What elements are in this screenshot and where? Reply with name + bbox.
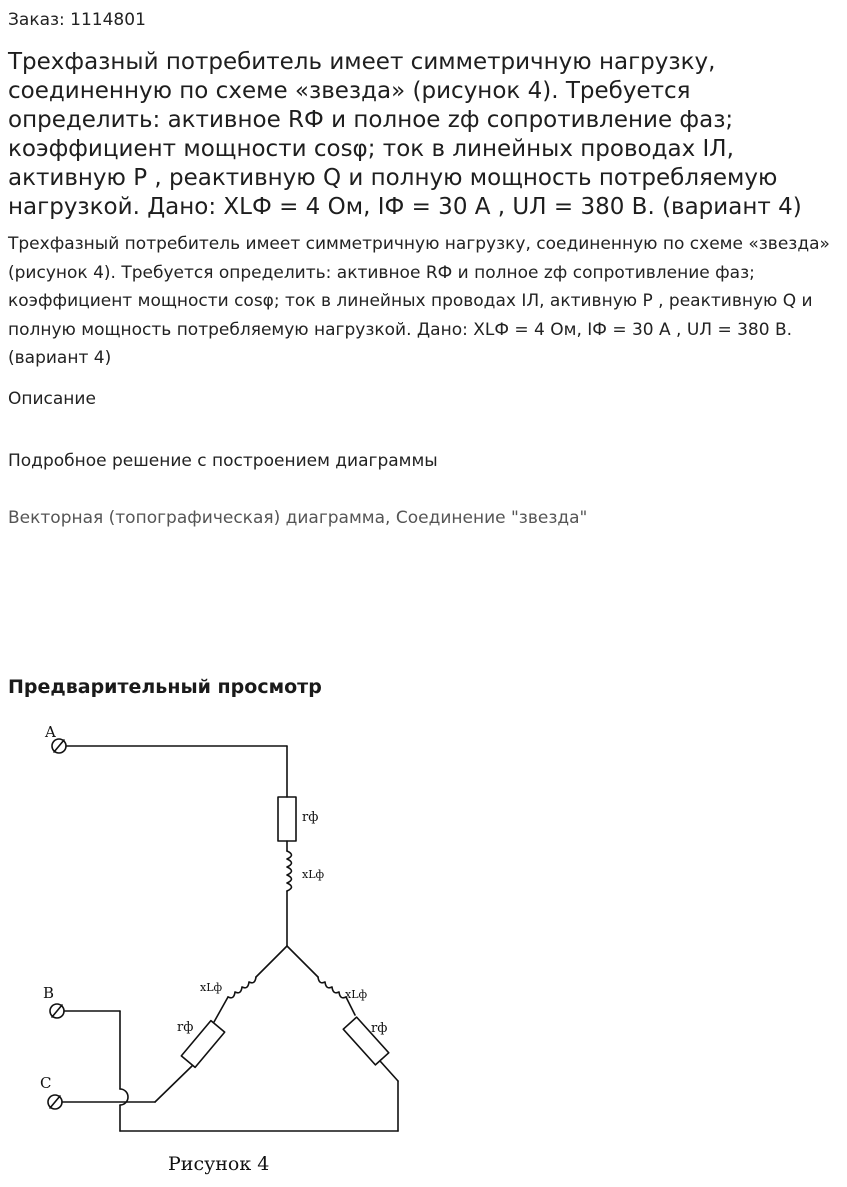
figure-caption: Рисунок 4 [168,1153,270,1175]
terminal-b [50,1004,398,1131]
star-circuit-diagram [0,710,847,1187]
inductor-a [287,851,292,891]
problem-text: Трехфазный потребитель имеет симметричную нагрузку, соединенную по схеме «звезда» (рисунок 4). Требуется определить: активное RФ и полное zф сопротивление фаз; коэффициент мощности cosφ; ток в линейных проводах IЛ, активную P , реактивную Q и полную мощность потребляемую нагрузкой. Дано: XLФ = 4 Ом, IФ = 30 А , UЛ = 380 В. (вариант 4) [8,234,830,368]
label-x-b: xLф [200,981,223,994]
description-text: Подробное решение с построением диаграммы [8,451,438,471]
terminal-a-label: A [45,723,56,741]
tag-list [8,508,587,528]
phase-b-branch [155,946,287,1102]
terminal-c-label: C [40,1074,52,1092]
terminal-a [52,739,287,753]
inductor-c [318,977,346,998]
resistor-a [278,797,296,841]
label-r-c: rф [371,1021,388,1036]
inductor-b [228,977,256,998]
label-r-b: rф [177,1020,194,1035]
label-x-c: xLф [345,988,368,1001]
tag-separator: , [385,508,396,528]
terminal-c [48,1095,155,1109]
phase-c-branch [287,946,398,1131]
preview-heading: Предварительный просмотр [8,676,322,698]
phase-a-branch [278,746,296,946]
tag-link-vector-diagram[interactable]: Векторная (топографическая) диаграмма [8,508,386,528]
circuit-figure [0,710,847,1187]
terminal-b-label: B [43,984,55,1002]
description-heading: Описание [8,389,96,409]
label-x-a: xLф [302,868,325,881]
order-number: Заказ: 1114801 [8,10,146,30]
page-title: Трехфазный потребитель имеет симметричную нагрузку, соединенную по схеме «звезда» (рисунок 4). Требуется определить: активное RФ и полное zф сопротивление фаз; коэффициент мощности cosφ; ток в линейных проводах IЛ, активную P , реактивную Q и полную мощность потребляемую нагрузкой. Дано: XLФ = 4 Ом, IФ = 30 А , UЛ = 380 В. (вариант 4) [8,49,802,220]
tag-link-star-connection[interactable]: Соединение "звезда" [395,508,588,528]
label-r-a: rф [302,810,319,825]
